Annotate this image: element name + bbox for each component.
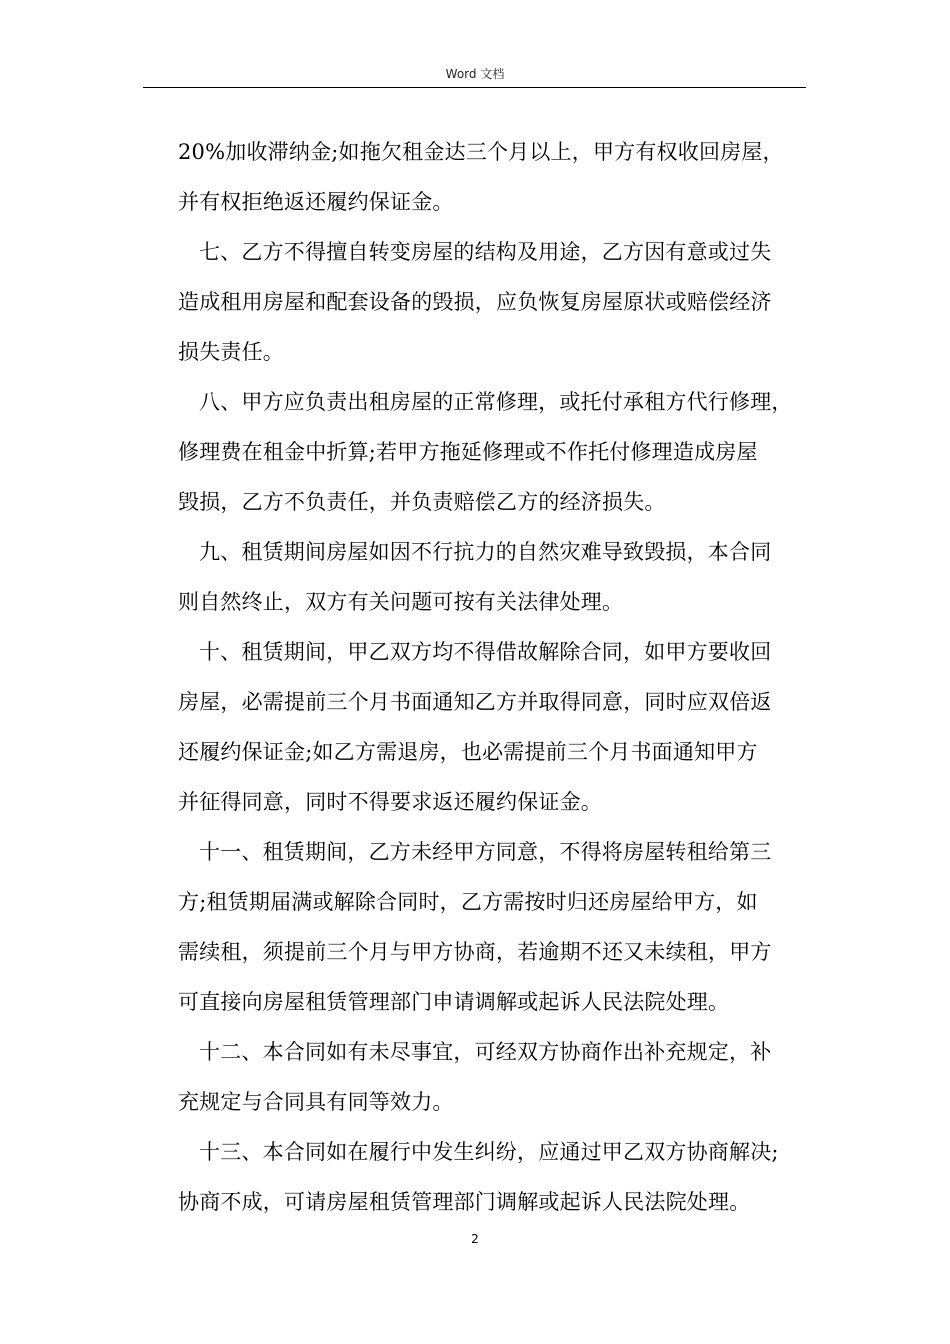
clause-11-start: 十一、租赁期间，乙方未经甲方同意，不得将房屋转租给第三 <box>199 840 772 864</box>
text-line: 20%加收滞纳金;如拖欠租金达三个月以上，甲方有权收回房屋， <box>178 140 784 164</box>
page-header: Word 文档 <box>445 67 505 81</box>
text-line: 则自然终止，双方有关问题可按有关法律处理。 <box>178 590 624 614</box>
document-body <box>178 127 803 1227</box>
clause-10-start: 十、租赁期间，甲乙双方均不得借故解除合同，如甲方要收回 <box>199 640 772 664</box>
page-number: 2 <box>471 1232 479 1246</box>
text-line: 并征得同意，同时不得要求返还履约保证金。 <box>178 790 602 814</box>
clause-7-start: 七、乙方不得擅自转变房屋的结构及用途，乙方因有意或过失 <box>199 240 772 264</box>
clause-8-start: 八、甲方应负责出租房屋的正常修理，或托付承租方代行修理， <box>199 390 793 414</box>
text-line: 造成租用房屋和配套设备的毁损，应负恢复房屋原状或赔偿经济 <box>178 290 772 314</box>
text-line: 毁损，乙方不负责任，并负责赔偿乙方的经济损失。 <box>178 490 666 514</box>
text-line: 并有权拒绝返还履约保证金。 <box>178 190 454 214</box>
text-line: 需续租，须提前三个月与甲方协商，若逾期不还又未续租，甲方 <box>178 940 772 964</box>
clause-9-start: 九、租赁期间房屋如因不行抗力的自然灾难导致毁损，本合同 <box>199 540 772 564</box>
text-line: 损失责任。 <box>178 340 284 364</box>
text-line: 方;租赁期届满或解除合同时，乙方需按时归还房屋给甲方，如 <box>178 890 758 914</box>
text-line: 协商不成，可请房屋租赁管理部门调解或起诉人民法院处理。 <box>178 1190 751 1214</box>
text-line: 修理费在租金中折算;若甲方拖延修理或不作托付修理造成房屋 <box>178 440 758 464</box>
clause-12-start: 十二、本合同如有未尽事宜，可经双方协商作出补充规定，补 <box>199 1040 772 1064</box>
text-line: 房屋，必需提前三个月书面通知乙方并取得同意，同时应双倍返 <box>178 690 772 714</box>
header-divider <box>143 87 806 88</box>
text-line: 可直接向房屋租赁管理部门申请调解或起诉人民法院处理。 <box>178 990 730 1014</box>
text-line: 充规定与合同具有同等效力。 <box>178 1090 454 1114</box>
text-line: 还履约保证金;如乙方需退房，也必需提前三个月书面通知甲方 <box>178 740 758 764</box>
clause-13-start: 十三、本合同如在履行中发生纠纷，应通过甲乙双方协商解决; <box>199 1140 779 1164</box>
